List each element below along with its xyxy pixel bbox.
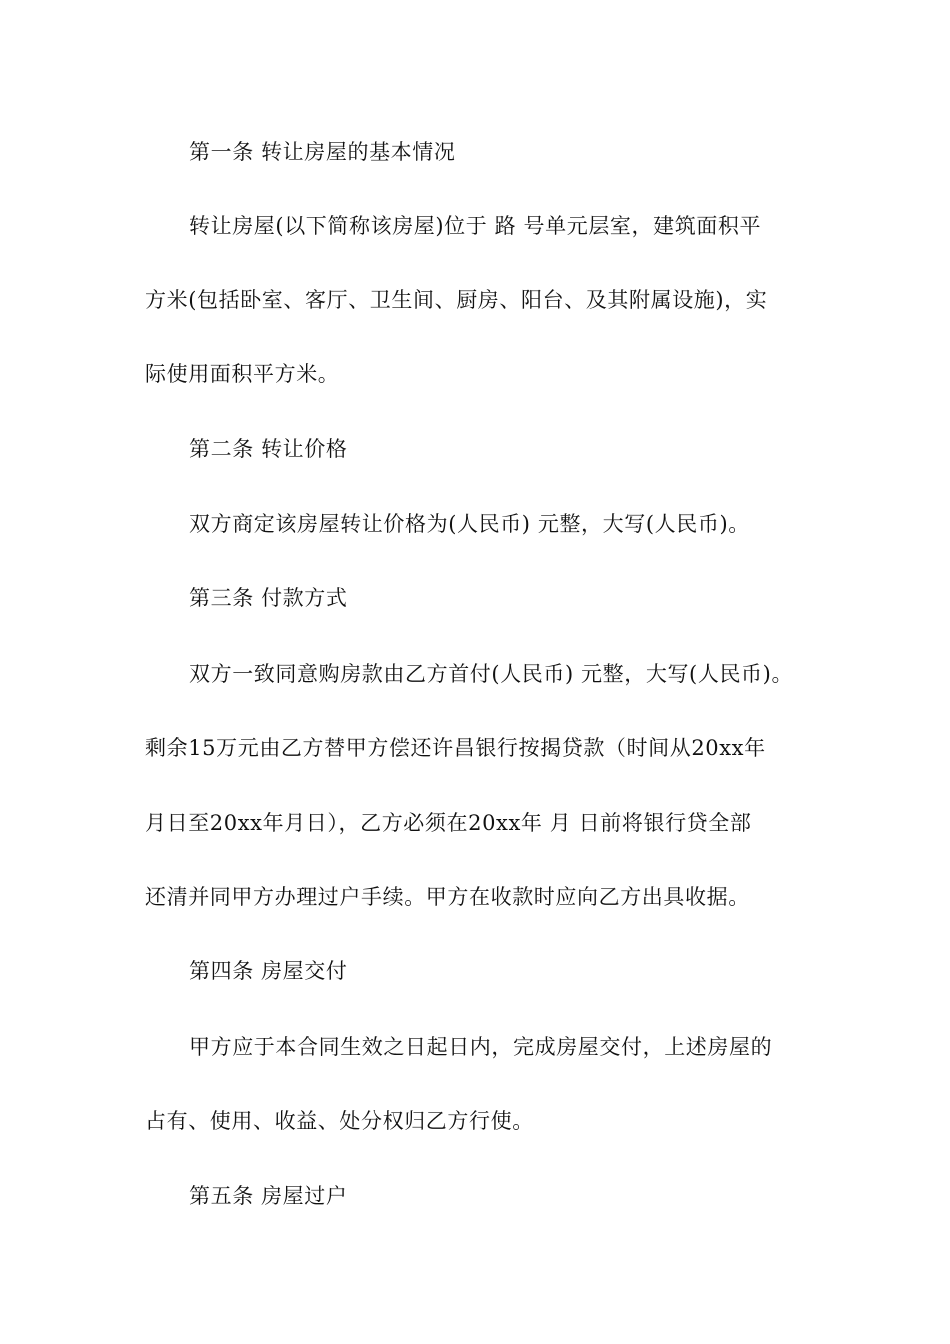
paragraph-line: 双方一致同意购房款由乙方首付(人民币) 元整，大写(人民币)。: [189, 662, 794, 686]
article-3-heading: 第三条 付款方式: [189, 586, 348, 610]
paragraph-line: 月日至20xx年月日），乙方必须在20xx年 月 日前将银行贷全部: [145, 811, 752, 835]
paragraph-line: 际使用面积平方米。: [145, 362, 340, 386]
article-2-heading: 第二条 转让价格: [189, 437, 348, 461]
paragraph-line: 转让房屋(以下简称该房屋)位于 路 号单元层室，建筑面积平: [189, 214, 762, 238]
article-4-heading: 第四条 房屋交付: [189, 959, 348, 983]
article-5-heading: 第五条 房屋过户: [189, 1184, 348, 1208]
paragraph-line: 剩余15万元由乙方替甲方偿还许昌银行按揭贷款（时间从20xx年: [145, 736, 766, 760]
paragraph-line: 还清并同甲方办理过户手续。甲方在收款时应向乙方出具收据。: [145, 885, 750, 909]
paragraph-line: 占有、使用、收益、处分权归乙方行使。: [145, 1109, 534, 1133]
paragraph-line: 方米(包括卧室、客厅、卫生间、厨房、阳台、及其附属设施)，实: [145, 288, 768, 312]
paragraph-line: 双方商定该房屋转让价格为(人民币) 元整，大写(人民币)。: [189, 512, 750, 536]
article-1-heading: 第一条 转让房屋的基本情况: [189, 140, 456, 164]
paragraph-line: 甲方应于本合同生效之日起日内，完成房屋交付，上述房屋的: [189, 1035, 773, 1059]
